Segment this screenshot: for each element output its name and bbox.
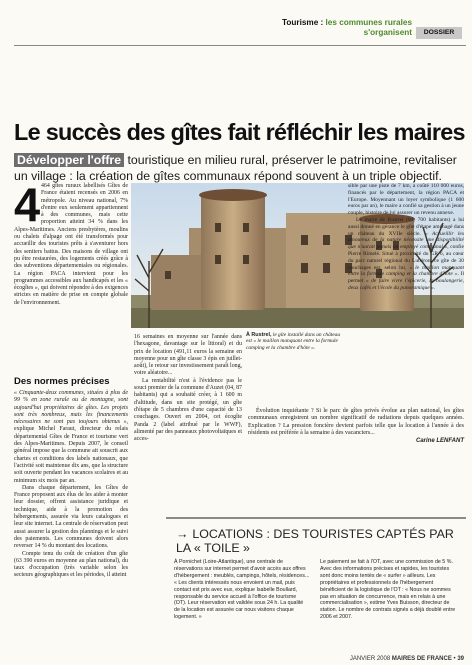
lead-kicker: Développer l'offre	[14, 153, 124, 167]
column-3-p2d: .	[433, 284, 436, 291]
box-column-1	[174, 559, 310, 621]
column-3-p1: sible par une piste de 7 km, a coûté 110 000 euros, financés par le département, la région PACA et l'Europe. Moyennant un loyer symbolique (1 600 euros par an), le maire a confié sa gestion à un jeune couple, histoire de lui assurer un revenu annexe.	[348, 183, 464, 217]
column-3-p2b: , confie Pierre Rimelé. Situé à proximité du GR 6, au cœur du parc naturel régional du Lubéron, ce gîte de 30 couchages est, selon lui,	[348, 244, 464, 271]
footer	[300, 655, 464, 663]
column-3-quote-1: « Accueillir les amoureux de la nature nécessite une disponibilité que n'aurait jamais un employé communal »	[348, 230, 464, 251]
box-column-2-text: Le paiement se fait à l'OT, avec une commission de 5 %. Avec des informations précises et rapides, les touristes sont donc moins tentés de « surfer » ailleurs. Les propriétaires et professionnels de l'hébergement bénéficient de la logistique de l'OT : « Nous ne sommes pas en situation de concurrence, mais en relais à une commercialisation », estime Yves Buisson, directeur de station. Le nombre de contrats signés a déjà doublé entre 2006 et 2007.	[320, 559, 456, 621]
column-1-quote: « Cinquante-deux communes, situées à plus de 99 % en zone rurale ou de montagne, sont aujourd'hui propriétaires de gîtes. Les projets sont très nombreux, mais les financements nécessaires ne sont pas toujours obtenus »	[14, 390, 128, 426]
arrow-right-icon: →	[176, 527, 189, 541]
column-2-p2: La rentabilité n'est à l'évidence pas le souci premier de la commune d'Auzet (04, 87 habitants) qui a souhaité créer, à 1 600 m d'altitude, dans un site protégé, un gîte d'étape de 5 chambres d'une capacité de 13 couchages. Ouvert en 2004, cet écogîte Panda 2 (label attribué par le WWF), alimenté par des panneaux photovoltaïques et acces-	[134, 377, 242, 443]
dossier-badge-label: DOSSIER	[423, 29, 455, 36]
column-3-p2a: Le maire de Rustrel (84, 700 habitants) a lui aussi donné en gérance le gîte d'étape aménagé dans un château du XVIIe siècle.	[348, 216, 464, 237]
dossier-badge	[416, 27, 462, 39]
box-column-2	[320, 559, 460, 621]
column-1-body	[14, 390, 128, 580]
photo-caption-text: le gîte installé dans un château est « le maillon manquant entre la formule camping et la chambre d'hôte ».	[246, 332, 341, 351]
box-title-text: LOCATIONS : DES TOURISTES CAPTÉS PAR LA « TOILE »	[176, 527, 454, 555]
box-column-1-text: À Pornichet (Loire-Atlantique), une centrale de réservations sur internet permet d'avoir accès aux offres d'hébergement : meublés, campings, hôtels, résidences... « Les clients intéressés nous envoient un mail, puis contact est pris avec eux, explique Isabelle Boullard, responsable du service accueil à l'office de tourisme (OT). Leur réservation est validée sous 24 h. La qualité de la location est assurée car nous visitons chaque logement. »	[174, 559, 310, 621]
drop-cap: 4	[14, 178, 41, 231]
column-1-p3: Compte tenu du coût de création d'un gîte (63 390 euros en moyenne au plan national), du taux d'occupation (très variable selon les secteurs géographiques et les périodes, il atteint	[14, 550, 128, 579]
footer-page-number: 39	[457, 656, 464, 662]
subhead-normes: Des normes précises	[14, 376, 110, 387]
column-3-quote-2: « le maillon manquant entre la formule camping et la chambre d'hôte »	[348, 264, 464, 278]
column-3-p3: Évolution inquiétante ? Si le parc de gîtes privés évolue au plan national, les gîtes communaux enregistrent un nombre significatif de radiations depuis quelques années. Explication ? La pression foncière devient parfois telle que la location à l'année à des résidents est préférée à la semaine à des vacanciers...	[248, 408, 464, 436]
lead-text: touristique en milieu rural, préserver le patrimoine, revitaliser un village : la création de gîtes communaux répond souvent à un triple objectif.	[14, 153, 457, 183]
photo-caption	[246, 332, 341, 351]
footer-magazine: MAIRES DE FRANCE	[391, 656, 452, 662]
column-1-intro-text: 464 gîtes ruraux labellisés Gîtes de France étaient recensés en 2006 en métropole. Au niveau national, 7% d'entre eux seulement appartiennent à des communes, mais cette proportion atteint 34 % dans les Alpes-Maritimes. Anciens presbytères, moulins ou chalets d'alpage ont été transformés pour accueillir des touristes prêts à s'aventurer hors des sentiers battus. Des maisons de village ont pu être restaurées, des logements créés grâce à des subventions départementales ou régionales. La région PACA intervient pour les programmes accessibles aux handicapés et les « écogîtes », qui doivent répondre à des exigences strictes en matière de prise en compte globale de l'environnement.	[14, 183, 128, 306]
column-1-quote-after: , explique Michel Faraut, directeur du relais départemental Gîtes de France et tourisme vert des Alpes-Maritimes. Depuis 2007, le conseil général impose que la commune ait souscrit aux chartes et conditions des labels nationaux, que l'activité soit maintenue dix ans, que la structure soit ouverte pendant les vacances scolaires et au minimum six mois par an.	[14, 419, 128, 484]
column-3-body	[348, 183, 464, 292]
column-wide-end	[248, 408, 464, 445]
author-signature: Carine LENFANT	[415, 438, 464, 445]
footer-date: JANVIER 2008	[349, 656, 391, 662]
column-3-p2c: . Il permet	[348, 271, 464, 285]
lead	[14, 152, 466, 184]
column-1-intro	[14, 178, 128, 307]
column-2-p1: 16 semaines en moyenne sur l'année dans l'hexagone, davantage sur le littoral) et du prix de location (491,11 euros la semaine en moyenne pour un gîte classe 3 épis en juillet-août), le retour sur investissement paraît long, voire aléatoire...	[134, 334, 242, 377]
rubric-label: Tourisme :	[282, 18, 324, 27]
header-rule	[14, 45, 466, 46]
rubric	[262, 18, 412, 37]
rubric-topic: les communes rurales s'organisent	[325, 18, 412, 37]
sidebar-box	[166, 517, 466, 653]
column-2-body	[134, 334, 242, 443]
column-3-quote-3: « de faire vivre l'épicerie, la boulangerie, deux cafés et l'école du panoramique »	[348, 278, 464, 291]
photo-caption-place: À Rustrel,	[246, 332, 272, 338]
box-title	[176, 527, 456, 555]
footer-separator: •	[453, 656, 456, 662]
column-1-p2: Dans chaque département, les Gîtes de France proposent aux élus de les aider à monter leur dossier, offrent assistance juridique et technique, aide à la promotion des hébergements, assurée via leurs catalogues et leur site internet. La centrale de réservation peut aussi assurer la gestion des plannings et le suivi des paiements. Les communes doivent alors reverser 14 % du montant des locations.	[14, 484, 128, 550]
headline: Le succès des gîtes fait réfléchir les maires	[14, 119, 465, 145]
